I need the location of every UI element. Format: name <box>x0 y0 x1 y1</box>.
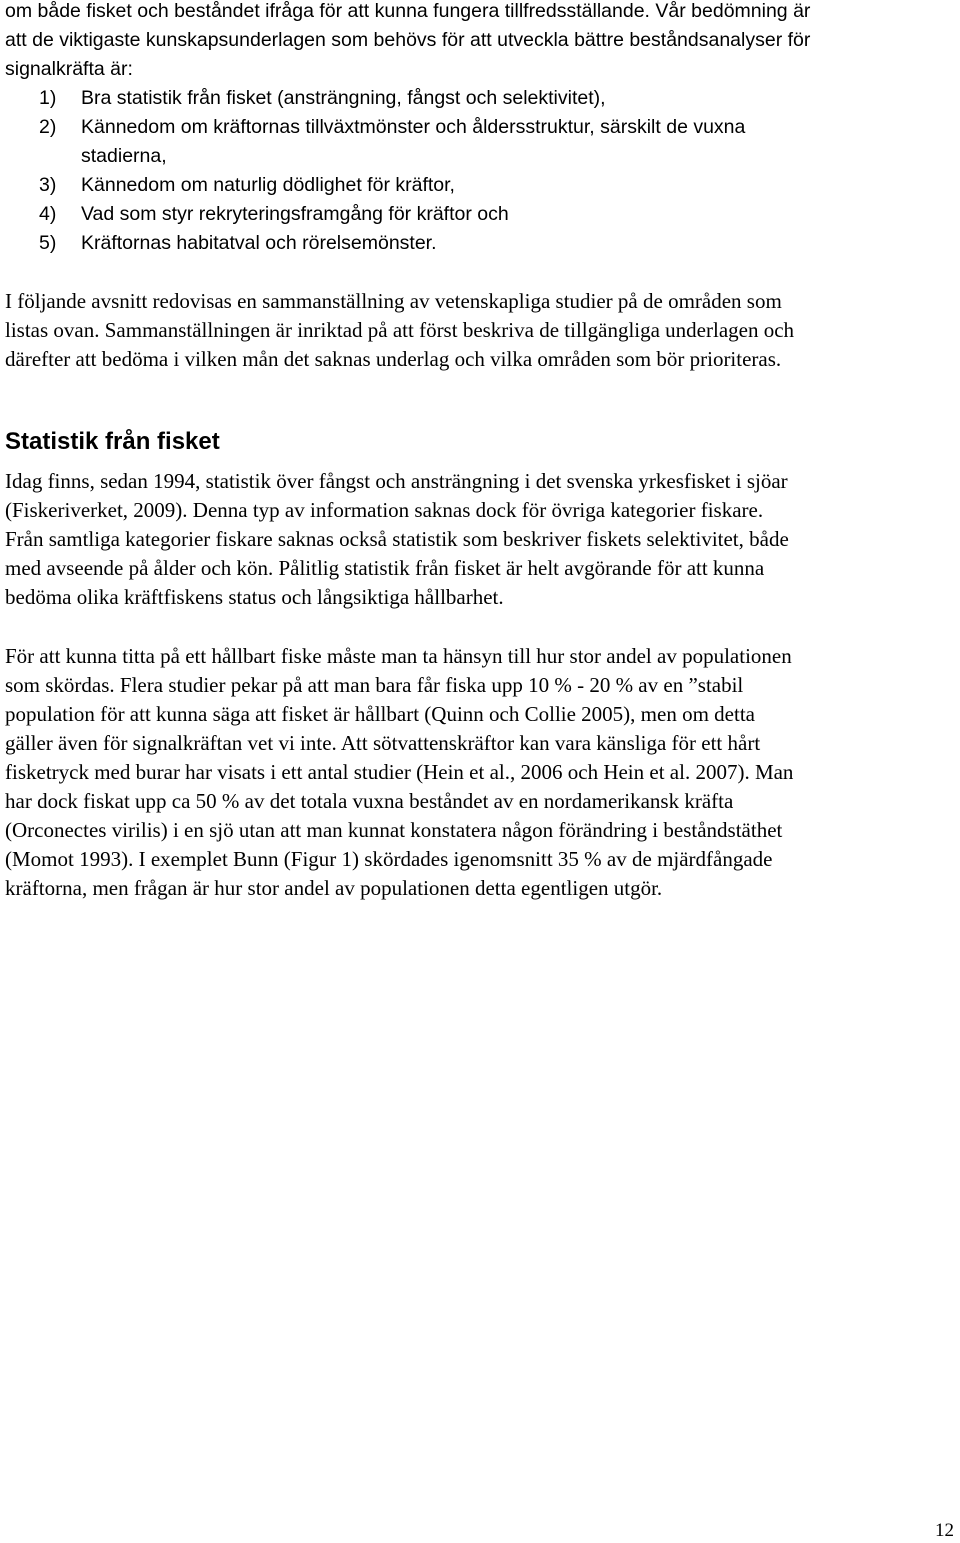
paragraph-line: bedöma olika kräftfiskens status och långsiktiga hållbarhet. <box>5 585 504 609</box>
paragraph-line: gäller även för signalkräftan vet vi inte. Att sötvattenskräftor kan vara känsliga för ett hårt <box>5 731 761 755</box>
paragraph-line: I följande avsnitt redovisas en sammanställning av vetenskapliga studier på de områden som <box>5 289 782 313</box>
list-item <box>5 84 745 113</box>
list-item-text: Kännedom om kräftornas tillväxtmönster och åldersstruktur, särskilt de vuxna <box>81 116 746 138</box>
paragraph-line: därefter att bedöma i vilken mån det saknas underlag och vilka områden som bör prioriteras. <box>5 347 782 371</box>
paragraph-line: listas ovan. Sammanställningen är inriktad på att först beskriva de tillgängliga underlagen och <box>5 318 795 342</box>
intro-line: signalkräfta är: <box>5 58 133 80</box>
intro-line: att de viktigaste kunskapsunderlagen som behövs för att utveckla bättre beståndsanalyser för <box>5 29 811 51</box>
summary-paragraph <box>5 287 957 374</box>
paragraph-line: (Fiskeriverket, 2009). Denna typ av information saknas dock för övriga kategorier fiskare. <box>5 498 764 522</box>
paragraph-line: Från samtliga kategorier fiskare saknas också statistik som beskriver fiskets selektivitet, både <box>5 527 789 551</box>
paragraph-line: (Orconectes virilis) i en sjö utan att man kunnat konstatera någon förändring i beståndstäthet <box>5 818 783 842</box>
statistics-paragraph <box>5 467 957 612</box>
intro-line: om både fisket och beståndet ifråga för att kunna fungera tillfredsställande. Vår bedömning är <box>5 0 811 22</box>
paragraph-line: med avseende på ålder och kön. Pålitlig statistik från fisket är helt avgörande för att kunna <box>5 556 765 580</box>
list-item <box>5 229 745 258</box>
paragraph-line: som skördas. Flera studier pekar på att man bara får fiska upp 10 % - 20 % av en ”stabil <box>5 673 744 697</box>
section-heading: Statistik från fisket <box>5 428 220 455</box>
sustainability-paragraph <box>5 642 957 903</box>
list-item-number: 3) <box>39 174 57 196</box>
paragraph-line: population för att kunna säga att fisket är hållbart (Quinn och Collie 2005), men om detta <box>5 702 755 726</box>
list-item <box>5 113 745 171</box>
knowledge-needs-list <box>5 84 745 258</box>
paragraph-line: har dock fiskat upp ca 50 % av det totala vuxna beståndet av en nordamerikansk kräfta <box>5 789 734 813</box>
page-number: 12 <box>935 1520 954 1541</box>
list-item <box>5 171 745 200</box>
list-item-text: Bra statistik från fisket (ansträngning, fångst och selektivitet), <box>81 87 606 109</box>
paragraph-line: För att kunna titta på ett hållbart fiske måste man ta hänsyn till hur stor andel av populationen <box>5 644 792 668</box>
list-item-text: Vad som styr rekryteringsframgång för kräftor och <box>81 203 509 225</box>
list-item-text: Kännedom om naturlig dödlighet för kräftor, <box>81 174 455 196</box>
list-item-text: Kräftornas habitatval och rörelsemönster. <box>81 232 437 254</box>
paragraph-line: fisketryck med burar har visats i ett antal studier (Hein et al., 2006 och Hein et al. 2007). Man <box>5 760 794 784</box>
list-item-number: 1) <box>39 87 57 109</box>
list-item-number: 5) <box>39 232 57 254</box>
paragraph-line: (Momot 1993). I exemplet Bunn (Figur 1) skördades igenomsnitt 35 % av de mjärdfångade <box>5 847 773 871</box>
list-item-number: 2) <box>39 116 57 138</box>
intro-paragraph <box>5 0 810 84</box>
paragraph-line: Idag finns, sedan 1994, statistik över fångst och ansträngning i det svenska yrkesfisket i sjöar <box>5 469 788 493</box>
list-item-number: 4) <box>39 203 57 225</box>
list-item <box>5 200 745 229</box>
paragraph-line: kräftorna, men frågan är hur stor andel av populationen detta egentligen utgör. <box>5 876 663 900</box>
list-item-text: stadierna, <box>81 145 167 167</box>
